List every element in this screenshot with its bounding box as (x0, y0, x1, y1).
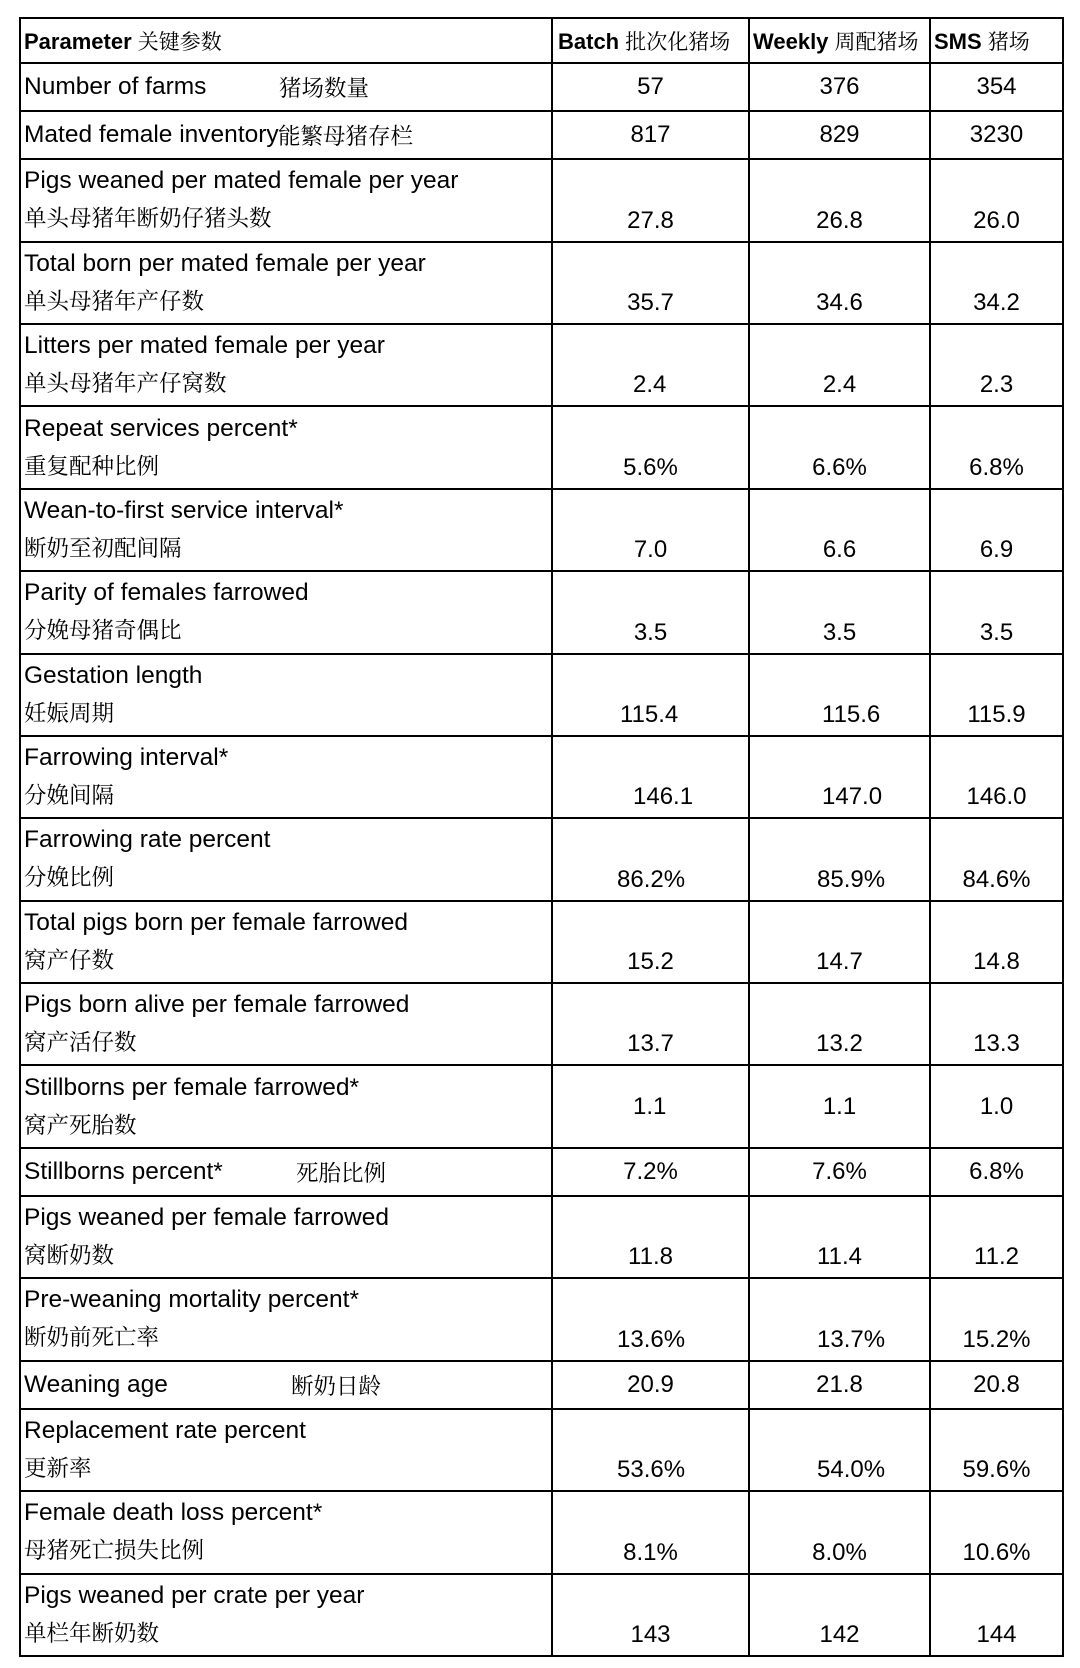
parameter-zh: 单栏年断奶数 (24, 1620, 160, 1647)
table-row (20, 818, 1063, 900)
header-parameter-zh: 关键参数 (137, 29, 222, 54)
batch-value: 7.2% (552, 1148, 749, 1196)
parameter-en: Farrowing interval* (24, 744, 229, 772)
header-parameter (20, 18, 552, 63)
batch-value: 146.1 (552, 736, 749, 818)
table-row (20, 571, 1063, 653)
header-sms-zh: 猪场 (987, 29, 1030, 54)
sms-value: 6.9 (930, 489, 1063, 571)
batch-value: 7.0 (552, 489, 749, 571)
table-row (20, 324, 1063, 406)
batch-value: 5.6% (552, 406, 749, 488)
parameter-zh: 母猪死亡损失比例 (24, 1538, 205, 1565)
sms-value: 3230 (930, 111, 1063, 159)
batch-value: 35.7 (552, 242, 749, 324)
parameter-en: Mated female inventory (24, 121, 279, 149)
batch-value: 20.9 (552, 1361, 749, 1409)
batch-value: 13.7 (552, 983, 749, 1065)
sms-value: 14.8 (930, 901, 1063, 983)
table-row (20, 1196, 1063, 1278)
sms-value: 11.2 (930, 1196, 1063, 1278)
parameter-en: Pigs weaned per mated female per year (24, 167, 459, 195)
parameter-cell (20, 818, 552, 900)
parameter-cell (20, 159, 552, 241)
parameter-en: Total pigs born per female farrowed (24, 908, 409, 936)
weekly-value: 8.0% (749, 1491, 930, 1573)
parameter-en: Pigs weaned per female farrowed (24, 1204, 389, 1232)
batch-value: 86.2% (552, 818, 749, 900)
batch-value: 115.4 (552, 654, 749, 736)
table-row (20, 1065, 1063, 1147)
weekly-value: 26.8 (749, 159, 930, 241)
batch-value: 11.8 (552, 1196, 749, 1278)
header-sms-en: SMS (934, 28, 982, 54)
weekly-value: 11.4 (749, 1196, 930, 1278)
sms-value: 84.6% (930, 818, 1063, 900)
parameter-cell (20, 571, 552, 653)
parameter-zh: 单头母猪年产仔数 (24, 288, 205, 315)
header-sms (930, 18, 1063, 63)
sms-value: 2.3 (930, 324, 1063, 406)
sms-value: 15.2% (930, 1278, 1063, 1360)
parameter-cell (20, 654, 552, 736)
weekly-value: 1.1 (749, 1065, 930, 1147)
parameter-en: Total born per mated female per year (24, 249, 426, 277)
header-batch (552, 18, 749, 63)
parameter-en: Litters per mated female per year (24, 332, 385, 360)
weekly-value: 115.6 (749, 654, 930, 736)
table-row (20, 654, 1063, 736)
table-row (20, 63, 1063, 111)
parameter-zh: 分娩比例 (24, 865, 115, 892)
parameter-cell (20, 1491, 552, 1573)
parameter-cell (20, 1196, 552, 1278)
parameter-en: Farrowing rate percent (24, 826, 271, 854)
parameter-en: Pigs weaned per crate per year (24, 1581, 365, 1609)
parameter-cell (20, 406, 552, 488)
parameter-cell (20, 1148, 552, 1196)
parameter-en: Parity of females farrowed (24, 579, 309, 607)
table-row (20, 1361, 1063, 1409)
weekly-value: 13.7% (749, 1278, 930, 1360)
weekly-value: 6.6% (749, 406, 930, 488)
batch-value: 53.6% (552, 1409, 749, 1491)
weekly-value: 6.6 (749, 489, 930, 571)
header-weekly (749, 18, 930, 63)
batch-value: 1.1 (552, 1065, 749, 1147)
parameter-zh: 分娩母猪奇偶比 (24, 618, 182, 645)
parameter-zh: 能繁母猪存栏 (278, 124, 414, 151)
sms-value: 26.0 (930, 159, 1063, 241)
sms-value: 115.9 (930, 654, 1063, 736)
parameter-zh: 单头母猪年断奶仔猪头数 (24, 206, 272, 233)
parameter-en: Gestation length (24, 661, 203, 689)
parameter-cell (20, 983, 552, 1065)
table-row (20, 159, 1063, 241)
sms-value: 146.0 (930, 736, 1063, 818)
parameter-en: Wean-to-first service interval* (24, 496, 344, 524)
parameter-zh: 猪场数量 (279, 76, 370, 103)
sms-value: 13.3 (930, 983, 1063, 1065)
sms-value: 3.5 (930, 571, 1063, 653)
batch-value: 2.4 (552, 324, 749, 406)
parameter-cell (20, 242, 552, 324)
sms-value: 20.8 (930, 1361, 1063, 1409)
batch-value: 57 (552, 63, 749, 111)
header-weekly-zh: 周配猪场 (834, 29, 919, 54)
parameter-cell (20, 63, 552, 111)
parameter-zh: 断奶前死亡率 (24, 1325, 160, 1352)
parameter-en: Stillborns per female farrowed* (24, 1073, 359, 1101)
batch-value: 8.1% (552, 1491, 749, 1573)
batch-value: 3.5 (552, 571, 749, 653)
parameter-en: Weaning age (24, 1370, 168, 1398)
parameter-cell (20, 111, 552, 159)
weekly-value: 21.8 (749, 1361, 930, 1409)
table-row (20, 1409, 1063, 1491)
parameter-zh: 窝产活仔数 (24, 1030, 137, 1057)
weekly-value: 376 (749, 63, 930, 111)
table-row (20, 1278, 1063, 1360)
header-weekly-en: Weekly (753, 28, 829, 54)
weekly-value: 13.2 (749, 983, 930, 1065)
table-row (20, 983, 1063, 1065)
parameter-en: Pre-weaning mortality percent* (24, 1286, 359, 1314)
batch-value: 27.8 (552, 159, 749, 241)
weekly-value: 54.0% (749, 1409, 930, 1491)
header-batch-en: Batch (558, 28, 620, 54)
parameter-zh: 更新率 (24, 1456, 92, 1482)
parameter-zh: 窝产死胎数 (24, 1112, 137, 1139)
header-parameter-en: Parameter (24, 28, 132, 54)
sms-value: 6.8% (930, 1148, 1063, 1196)
weekly-value: 14.7 (749, 901, 930, 983)
weekly-value: 142 (749, 1574, 930, 1656)
parameter-zh: 断奶至初配间隔 (24, 535, 182, 562)
parameter-zh: 妊娠周期 (24, 700, 115, 727)
parameter-en: Repeat services percent* (24, 414, 298, 442)
parameter-en: Female death loss percent* (24, 1499, 323, 1527)
parameter-cell (20, 1278, 552, 1360)
parameter-en: Replacement rate percent (24, 1417, 306, 1444)
parameters-table (19, 17, 1064, 1657)
sms-value: 144 (930, 1574, 1063, 1656)
parameter-zh: 重复配种比例 (24, 453, 160, 480)
parameter-zh: 窝断奶数 (24, 1243, 115, 1270)
parameter-en: Pigs born alive per female farrowed (24, 991, 410, 1019)
weekly-value: 85.9% (749, 818, 930, 900)
sms-value: 354 (930, 63, 1063, 111)
table-row (20, 111, 1063, 159)
parameter-cell (20, 324, 552, 406)
batch-value: 15.2 (552, 901, 749, 983)
header-row (20, 18, 1063, 63)
header-batch-zh: 批次化猪场 (625, 29, 731, 54)
parameter-cell (20, 1065, 552, 1147)
sms-value: 59.6% (930, 1409, 1063, 1491)
table-row (20, 1491, 1063, 1573)
weekly-value: 3.5 (749, 571, 930, 653)
table-row (20, 489, 1063, 571)
weekly-value: 34.6 (749, 242, 930, 324)
parameter-cell (20, 489, 552, 571)
parameter-cell (20, 901, 552, 983)
parameter-zh: 窝产仔数 (24, 947, 115, 974)
parameter-zh: 断奶日龄 (291, 1373, 382, 1400)
sms-value: 34.2 (930, 242, 1063, 324)
table-row (20, 1574, 1063, 1656)
parameter-cell (20, 1361, 552, 1409)
table-row (20, 736, 1063, 818)
table-row (20, 242, 1063, 324)
sms-value: 1.0 (930, 1065, 1063, 1147)
sms-value: 10.6% (930, 1491, 1063, 1573)
batch-value: 13.6% (552, 1278, 749, 1360)
batch-value: 143 (552, 1574, 749, 1656)
parameter-cell (20, 1574, 552, 1656)
parameter-zh: 分娩间隔 (24, 783, 115, 810)
sms-value: 6.8% (930, 406, 1063, 488)
table-row (20, 1148, 1063, 1196)
parameter-zh: 死胎比例 (296, 1160, 387, 1187)
parameter-en: Stillborns percent* (24, 1157, 223, 1185)
weekly-value: 2.4 (749, 324, 930, 406)
parameter-zh: 单头母猪年产仔窝数 (24, 371, 227, 398)
parameter-cell (20, 736, 552, 818)
weekly-value: 7.6% (749, 1148, 930, 1196)
parameter-cell (20, 1409, 552, 1491)
parameter-en: Number of farms (24, 73, 207, 101)
weekly-value: 147.0 (749, 736, 930, 818)
table-row (20, 406, 1063, 488)
batch-value: 817 (552, 111, 749, 159)
weekly-value: 829 (749, 111, 930, 159)
table-row (20, 901, 1063, 983)
